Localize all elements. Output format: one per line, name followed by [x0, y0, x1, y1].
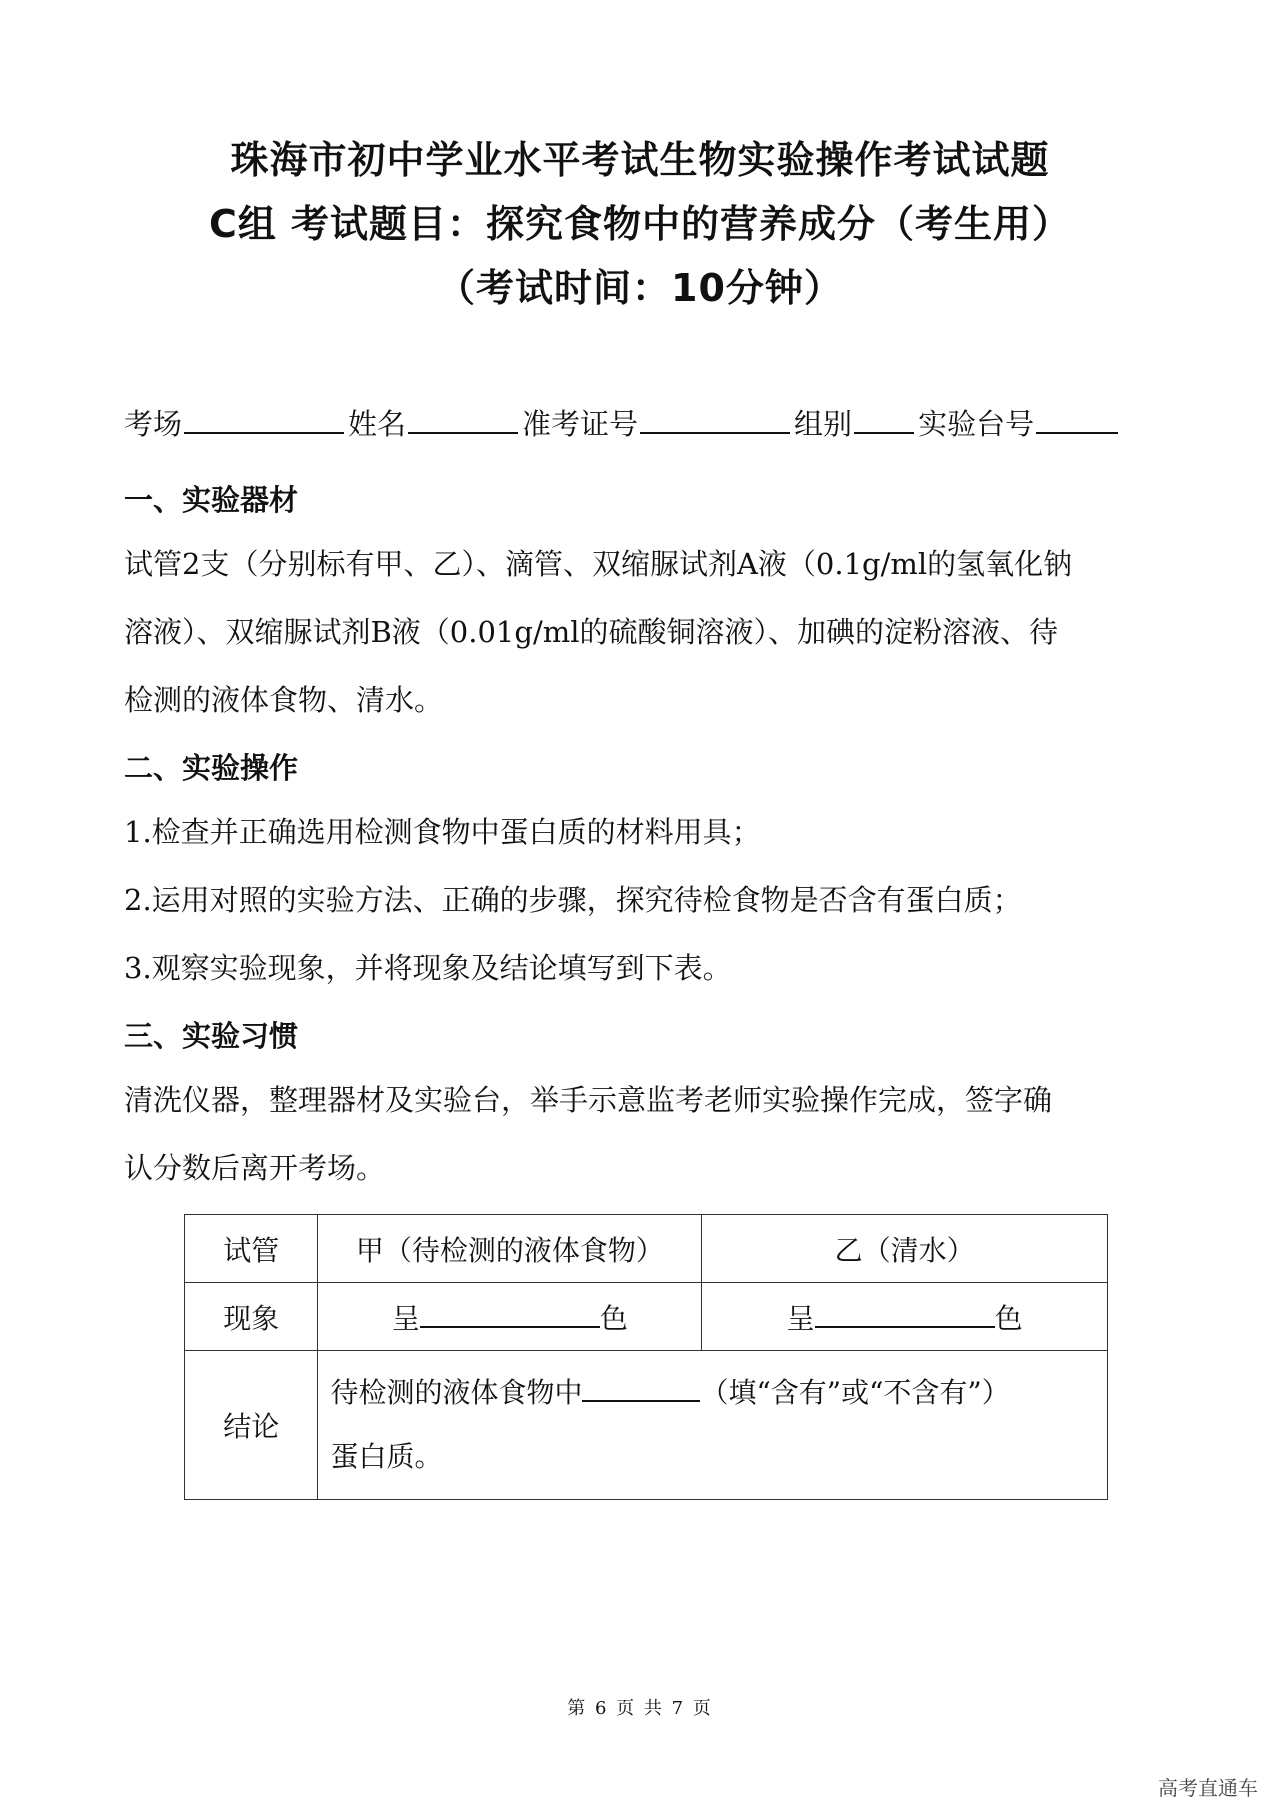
- phenomenon-suffix: 色: [994, 1301, 1023, 1335]
- group-field[interactable]: [854, 402, 914, 434]
- habits-line: 清洗仪器，整理器材及实验台，举手示意监考老师实验操作完成，签字确: [124, 1083, 1053, 1117]
- page-number: 第 6 页 共 7 页: [567, 1698, 713, 1719]
- tube-label: 试管: [185, 1215, 318, 1283]
- materials-line: 试管2支（分别标有甲、乙）、滴管、双缩脲试剂A液（0.1g/ml的氢氧化钠: [124, 547, 1073, 581]
- phenomenon-b-blank[interactable]: [815, 1298, 995, 1328]
- habits-line: 认分数后离开考场。: [124, 1151, 386, 1185]
- result-table: [184, 1214, 1108, 1500]
- name-field[interactable]: [408, 402, 518, 434]
- phenomenon-prefix: 呈: [391, 1301, 420, 1335]
- exam-room-label: 考场: [124, 407, 183, 441]
- phenomenon-prefix: 呈: [786, 1301, 815, 1335]
- group-label: 组别: [794, 407, 853, 441]
- habits-text: [124, 1066, 1164, 1202]
- page-title-block: [0, 128, 1280, 320]
- page-title: 珠海市初中学业水平考试生物实验操作考试试题: [230, 138, 1050, 182]
- habits-heading: 三、实验习惯: [124, 1019, 299, 1053]
- table-row: [185, 1215, 1108, 1283]
- table-row: [185, 1351, 1108, 1500]
- ticket-no-field[interactable]: [640, 402, 790, 434]
- conclusion-line2: 蛋白质。: [330, 1440, 443, 1473]
- conclusion-before: 待检测的液体食物中: [330, 1376, 583, 1409]
- operation-step: 2.运用对照的实验方法、正确的步骤，探究待检食物是否含有蛋白质；: [124, 883, 1022, 917]
- phenomenon-suffix: 色: [599, 1301, 628, 1335]
- ticket-no-label: 准考证号: [522, 407, 639, 441]
- conclusion-after: （填“含有”或“不含有”）: [700, 1376, 1010, 1409]
- name-label: 姓名: [348, 407, 407, 441]
- exam-time: （考试时间：10分钟）: [437, 266, 843, 310]
- operation-heading: 二、实验操作: [124, 751, 299, 785]
- bench-no-field[interactable]: [1036, 402, 1118, 434]
- bench-no-label: 实验台号: [918, 407, 1035, 441]
- exam-room-field[interactable]: [184, 402, 344, 434]
- watermark: 高考直通车: [1158, 1776, 1258, 1800]
- conclusion-blank[interactable]: [582, 1372, 700, 1402]
- materials-line: 溶液）、双缩脲试剂B液（0.01g/ml的硫酸铜溶液）、加碘的淀粉溶液、待: [124, 615, 1058, 649]
- operation-step: 1.检查并正确选用检测食物中蛋白质的材料用具；: [124, 815, 761, 849]
- page-subtitle: C组 考试题目：探究食物中的营养成分（考生用）: [208, 202, 1072, 246]
- conclusion-cell: [318, 1351, 1108, 1500]
- operation-step: 3.观察实验现象，并将现象及结论填写到下表。: [124, 951, 732, 985]
- materials-heading: 一、实验器材: [124, 483, 299, 517]
- tube-b-header: 乙（清水）: [702, 1215, 1108, 1283]
- phenomenon-label: 现象: [185, 1283, 318, 1351]
- conclusion-label: 结论: [185, 1351, 318, 1500]
- materials-line: 检测的液体食物、清水。: [124, 683, 444, 717]
- phenomenon-a-cell: [318, 1283, 702, 1351]
- candidate-info-line: [124, 402, 1122, 443]
- tube-a-header: 甲（待检测的液体食物）: [318, 1215, 702, 1283]
- operation-text: [124, 798, 1164, 1002]
- table-row: [185, 1283, 1108, 1351]
- phenomenon-a-blank[interactable]: [420, 1298, 600, 1328]
- materials-text: [124, 530, 1164, 734]
- phenomenon-b-cell: [702, 1283, 1108, 1351]
